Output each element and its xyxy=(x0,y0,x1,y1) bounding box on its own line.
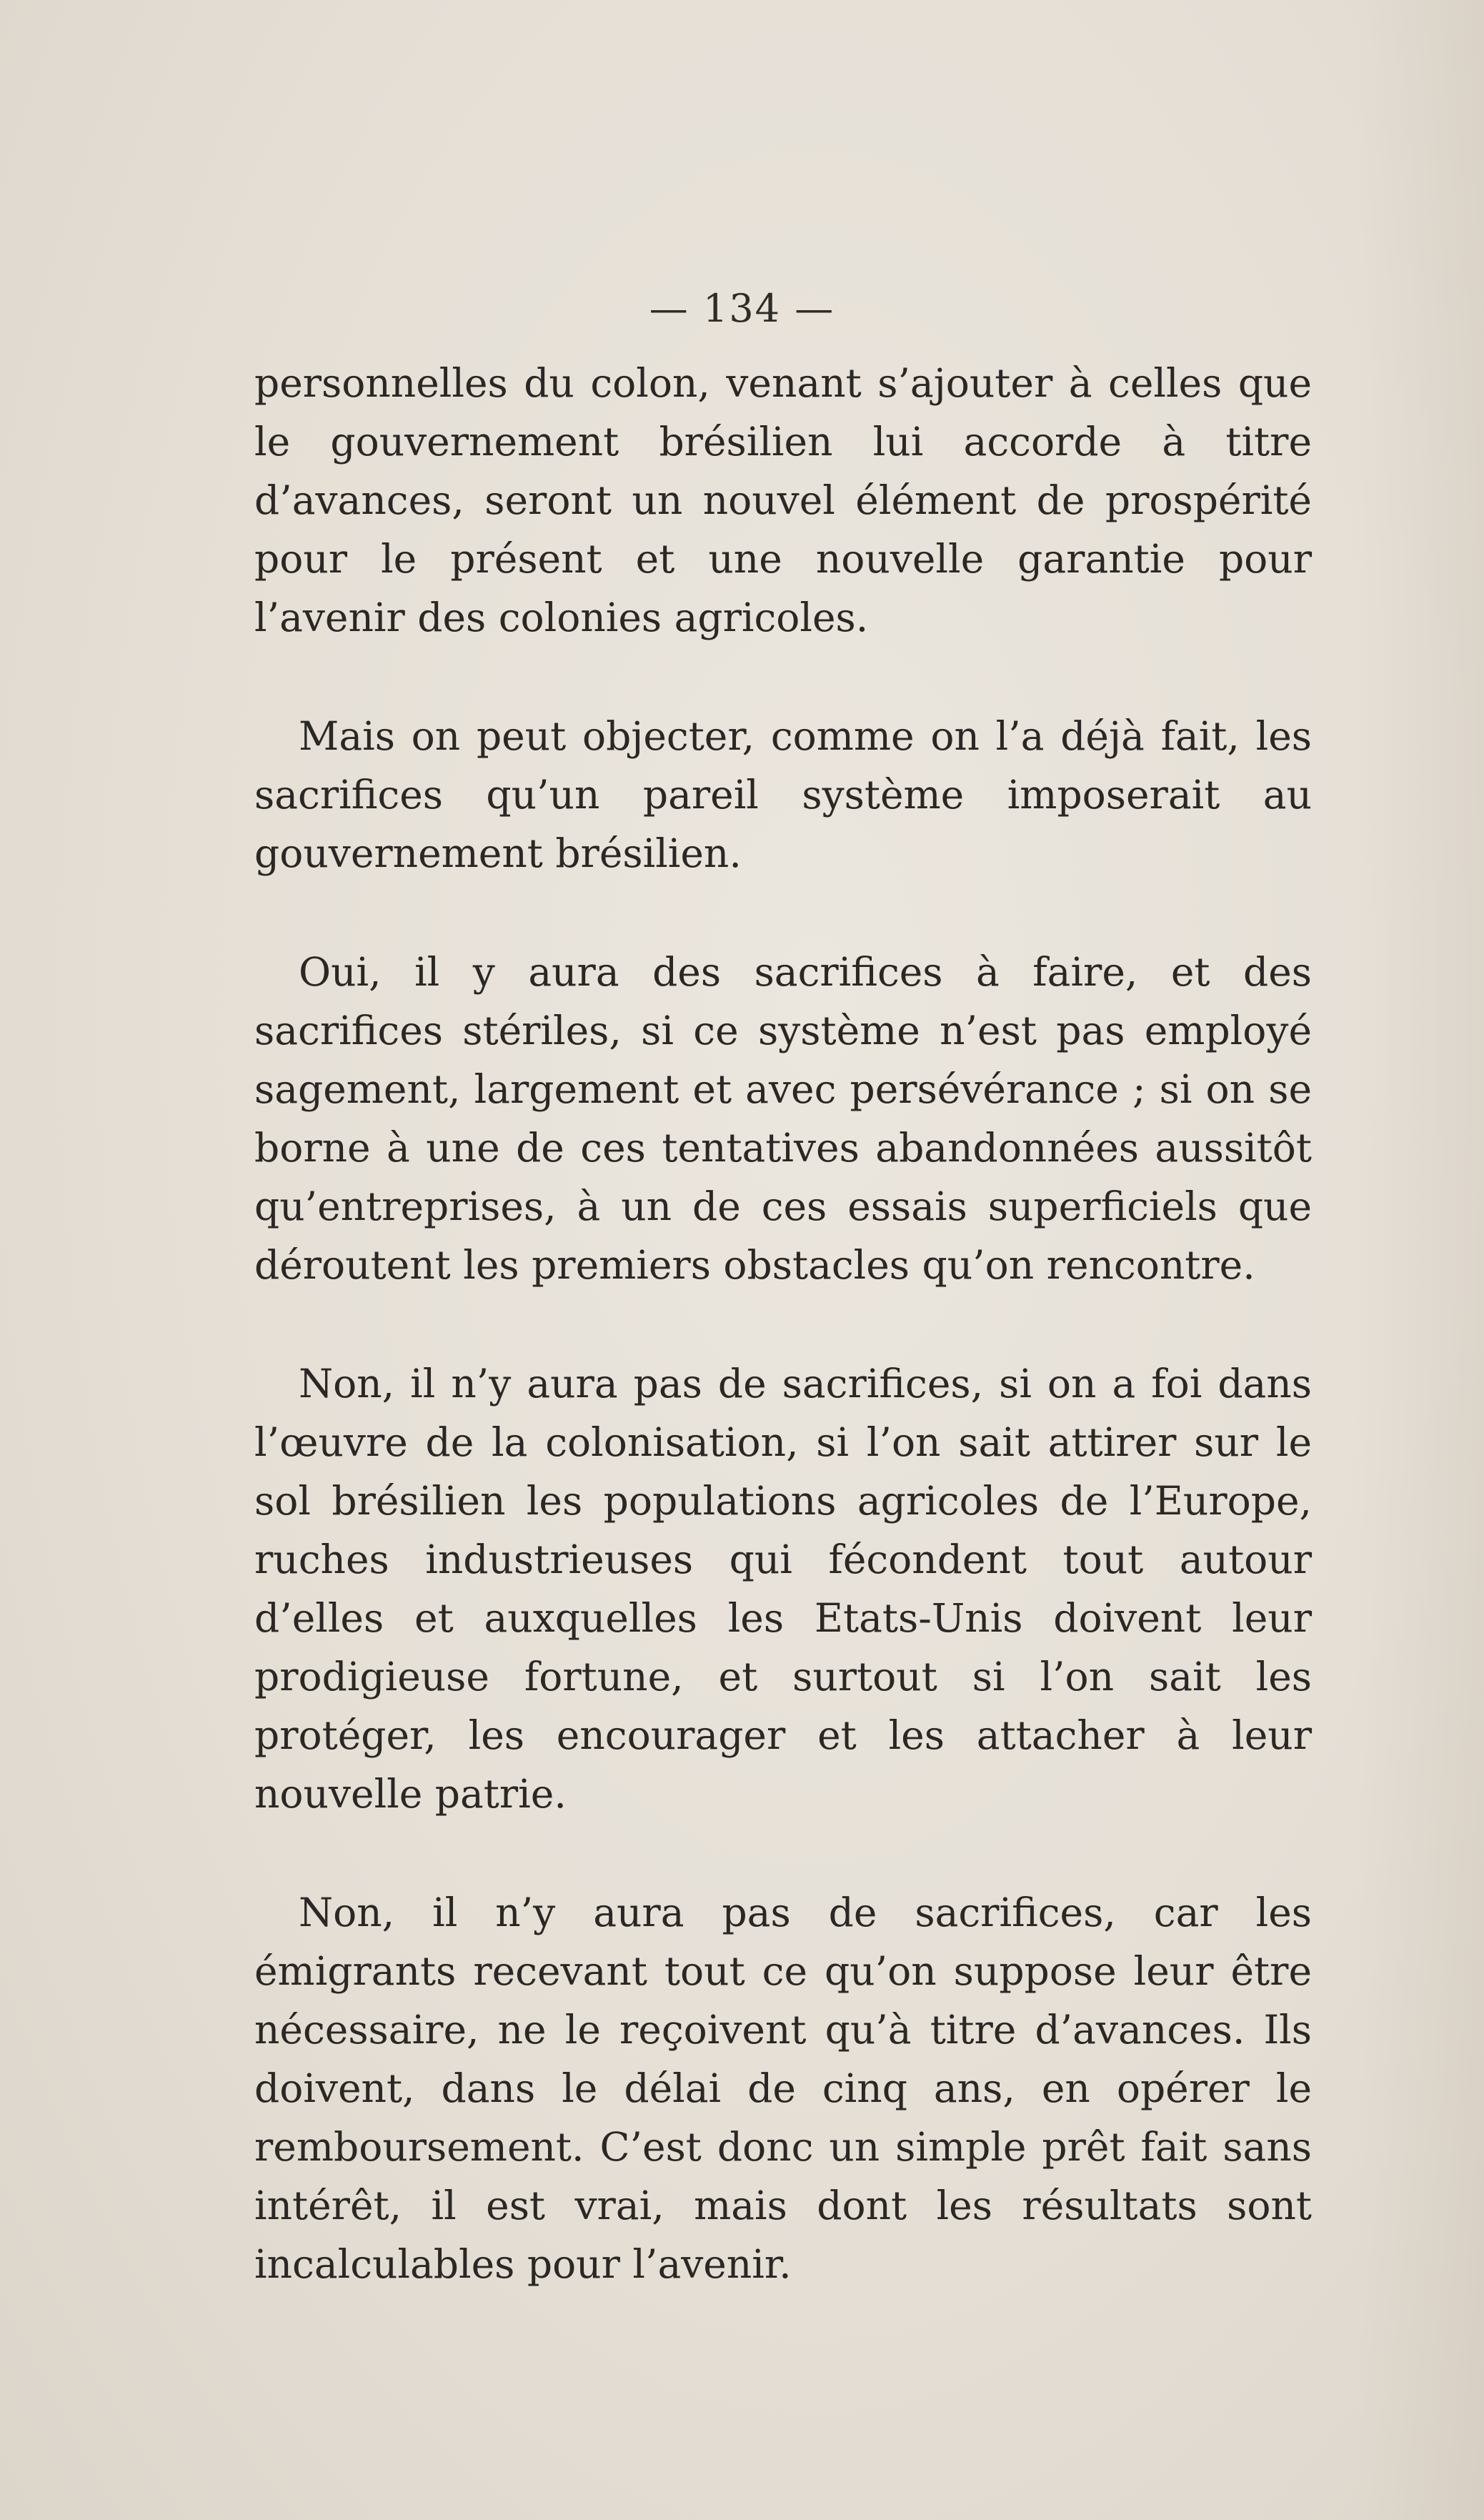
page-edge-shading xyxy=(1355,0,1484,2520)
body-text xyxy=(254,354,1312,2353)
paragraph-continued: personnelles du colon, venant s’ajouter à celles que le gouvernement brésilien lui accorde à titre d’avances, seront un nouvel élément de prospérité pour le présent et une nouvelle garantie pour l’avenir des colonies agricoles. xyxy=(254,360,1312,640)
paragraph-non-foi: Non, il n’y aura pas de sacrifices, si on a foi dans l’œuvre de la colonisation, si l’on sait attirer sur le sol brésilien les populations agricoles de l’Europe, ruches industrieuses qui fécondent tout autour d’elles et auxquelles les Etats-Unis doivent leur prodigieuse fortune, et surtout si l’on sait les protéger, les encourager et les attacher à leur nouvelle patrie. xyxy=(254,1361,1312,1817)
paragraph-oui: Oui, il y aura des sacrifices à faire, et des sacrifices stériles, si ce système n’est pas employé sagement, largement et avec persévérance ; si on se borne à une de ces tentatives abandonnées aussitôt qu’entreprises, à un de ces essais superficiels que déroutent les premiers obstacles qu’on rencontre. xyxy=(254,949,1312,1288)
paragraph-objection: Mais on peut objecter, comme on l’a déjà fait, les sacrifices qu’un pareil système imposerait au gouvernement brésilien. xyxy=(254,713,1312,876)
page-number: — 134 — xyxy=(649,286,835,331)
paragraph-non-avances: Non, il n’y aura pas de sacrifices, car les émigrants recevant tout ce qu’on suppose leur être nécessaire, ne le reçoivent qu’à titre d’avances. Ils doivent, dans le délai de cinq ans, en opérer le remboursement. C’est donc un simple prêt fait sans intérêt, il est vrai, mais dont les résultats sont incalculables pour l’avenir. xyxy=(254,1890,1312,2287)
